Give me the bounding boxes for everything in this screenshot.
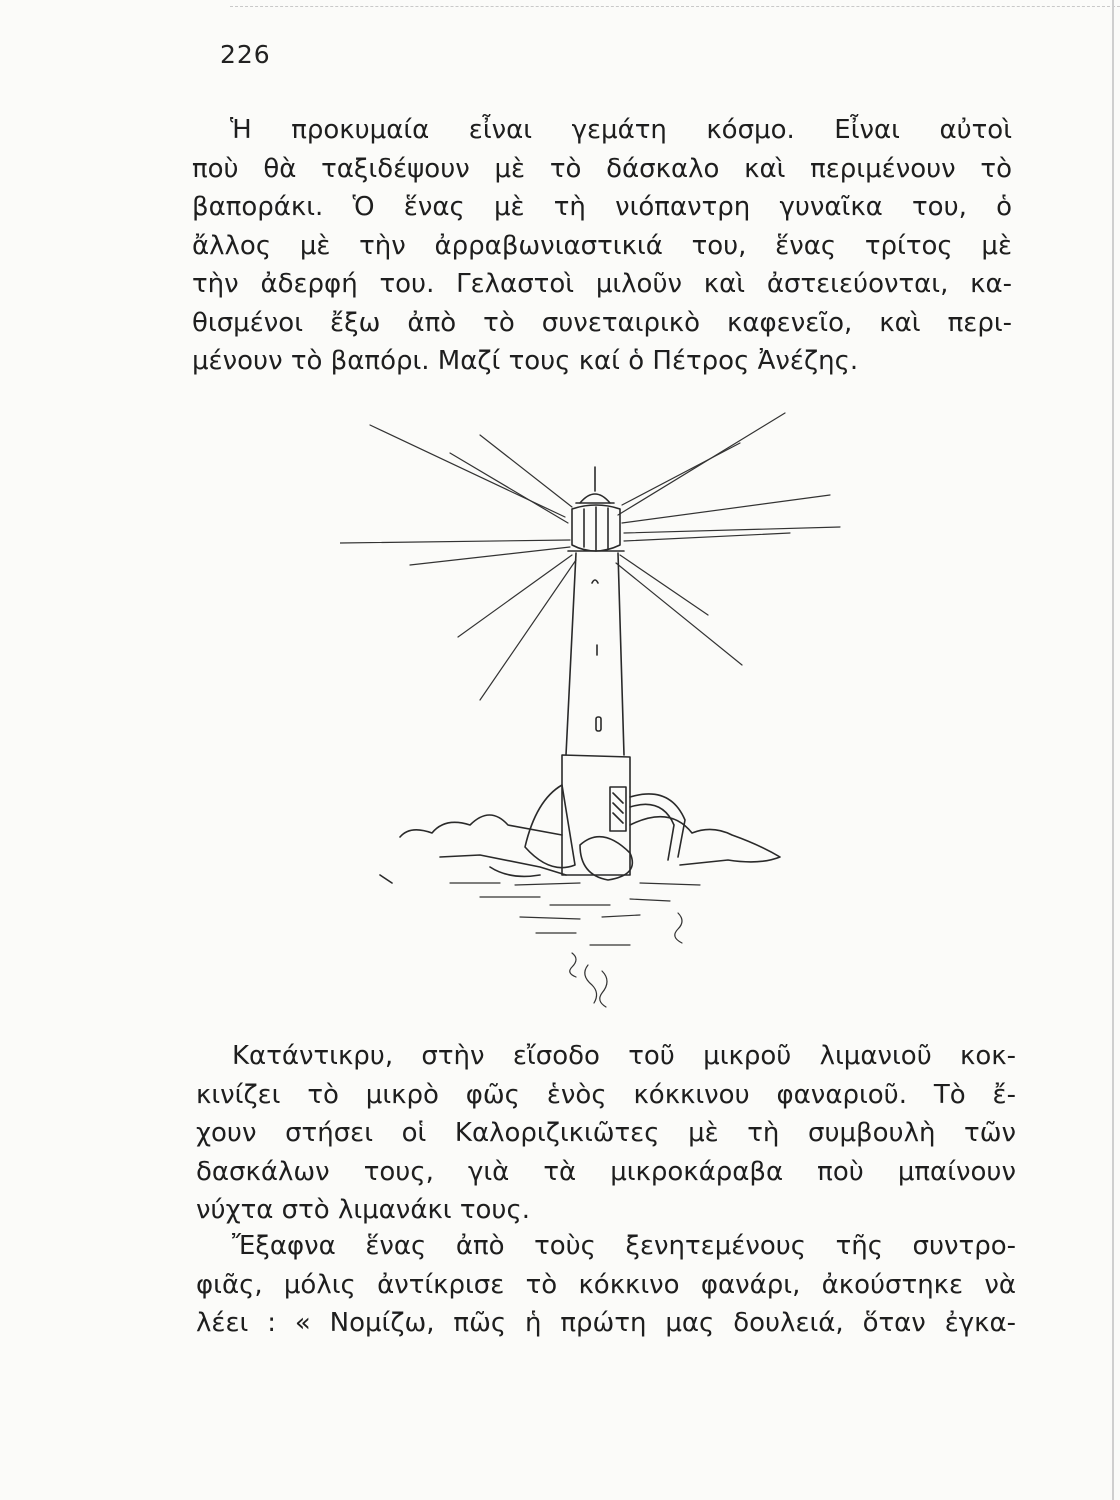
text-line: δασκάλων τους, γιὰ τὰ μικροκάραβα ποὺ μπαίνουν — [196, 1156, 1016, 1187]
text-line: νύχτα στὸ λιμανάκι τους. — [196, 1195, 530, 1225]
text-line: φιᾶς, μόλις ἀντίκρισε τὸ κόκκινο φανάρι, ἀκούστηκε νὰ — [196, 1269, 1016, 1300]
lantern — [568, 467, 624, 551]
text-line: ἄλλος μὲ τὴν ἀρραβωνιαστικιά του, ἕνας τρίτος μὲ — [192, 230, 1012, 261]
paragraph-2 — [196, 1037, 1016, 1230]
scan-edge-right — [1112, 0, 1114, 1500]
water-reflection — [450, 883, 700, 1007]
text-line: τὴν ἀδερφή του. Γελαστοὶ μιλοῦν καὶ ἀστειεύονται, κα- — [192, 269, 1012, 299]
tower — [562, 553, 685, 875]
lighthouse-illustration — [340, 405, 860, 1025]
page-number: 226 — [220, 40, 271, 69]
scan-edge-top — [230, 6, 1120, 7]
text-line: μένουν τὸ βαπόρι. Μαζί τους καί ὁ Πέτρος Ἀνέζης. — [192, 346, 859, 376]
paragraph-1 — [192, 111, 1012, 381]
text-line: χουν στήσει οἱ Καλοριζικιῶτες μὲ τὴ συμβουλὴ τῶν — [196, 1118, 1016, 1148]
text-line: Ἔξαφνα ἕνας ἀπὸ τοὺς ξενητεμένους τῆς συντρο- — [232, 1231, 1016, 1261]
text-line: λέει : « Νομίζω, πῶς ἡ πρώτη μας δουλειά, ὅταν ἐγκα- — [196, 1308, 1016, 1338]
paragraph-3 — [196, 1227, 1016, 1343]
text-line: κινίζει τὸ μικρὸ φῶς ἑνὸς κόκκινου φαναριοῦ. Τὸ ἔ- — [196, 1079, 1016, 1110]
text-line: ποὺ θὰ ταξιδέψουν μὲ τὸ δάσκαλο καὶ περιμένουν τὸ — [192, 153, 1012, 184]
text-line: βαποράκι. Ὁ ἕνας μὲ τὴ νιόπαντρη γυναῖκα του, ὁ — [192, 192, 1012, 222]
text-line: Κατάντικρυ, στὴν εἴσοδο τοῦ μικροῦ λιμανιοῦ κοκ- — [232, 1041, 1016, 1071]
text-line: Ἡ προκυμαία εἶναι γεμάτη κόσμο. Εἶναι αὐτοὶ — [230, 115, 1012, 145]
light-rays — [340, 413, 840, 700]
rocks — [380, 785, 780, 883]
lighthouse-drawing-icon — [340, 405, 860, 1025]
text-line: θισμένοι ἔξω ἀπὸ τὸ συνεταιρικὸ καφενεῖο, καὶ περι- — [192, 307, 1012, 338]
